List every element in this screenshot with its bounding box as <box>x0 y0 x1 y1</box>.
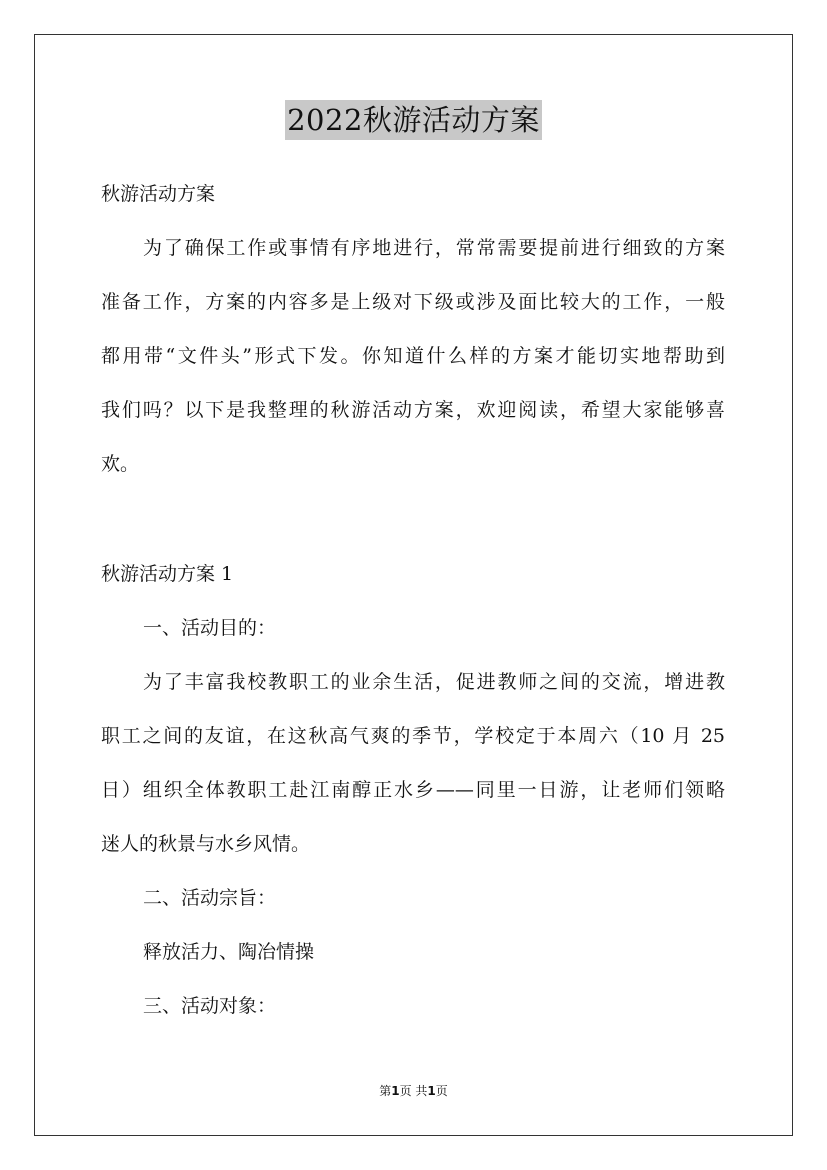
heading-audience: 三、活动对象： <box>143 995 277 1017</box>
purpose-line-3: 日）组织全体教职工赴江南醇正水乡——同里一日游，让老师们领略 <box>101 779 725 801</box>
footer-prefix: 第 <box>379 1084 392 1098</box>
footer-mid: 页 共 <box>399 1084 428 1098</box>
heading-purpose: 一、活动目的： <box>143 617 277 639</box>
heading-aim: 二、活动宗旨： <box>143 887 277 909</box>
intro-line-3: 都用带“文件头”形式下发。你知道什么样的方案才能切实地帮助到 <box>101 345 725 367</box>
purpose-line-2: 职工之间的友谊，在这秋高气爽的季节，学校定于本周六（10 月 25 <box>101 725 725 747</box>
intro-line-2: 准备工作，方案的内容多是上级对下级或涉及面比较大的工作，一般 <box>101 291 725 313</box>
page-footer <box>0 1083 827 1099</box>
section-title: 秋游活动方案 1 <box>101 563 234 585</box>
purpose-line-4: 迷人的秋景与水乡风情。 <box>101 833 311 855</box>
purpose-line-1: 为了丰富我校教职工的业余生活，促进教师之间的交流，增进教 <box>143 671 725 693</box>
document-title: 2022秋游活动方案 <box>285 100 542 140</box>
intro-line-1: 为了确保工作或事情有序地进行，常常需要提前进行细致的方案 <box>143 237 725 259</box>
footer-page-number: 1 <box>391 1084 400 1098</box>
footer-page-total: 1 <box>427 1084 436 1098</box>
subtitle: 秋游活动方案 <box>101 183 216 205</box>
title-wrap <box>0 100 827 140</box>
footer-suffix: 页 <box>435 1084 448 1098</box>
aim-text: 释放活力、陶冶情操 <box>143 941 315 963</box>
intro-line-5: 欢。 <box>101 453 140 475</box>
intro-line-4: 我们吗？以下是我整理的秋游活动方案，欢迎阅读，希望大家能够喜 <box>101 399 725 421</box>
